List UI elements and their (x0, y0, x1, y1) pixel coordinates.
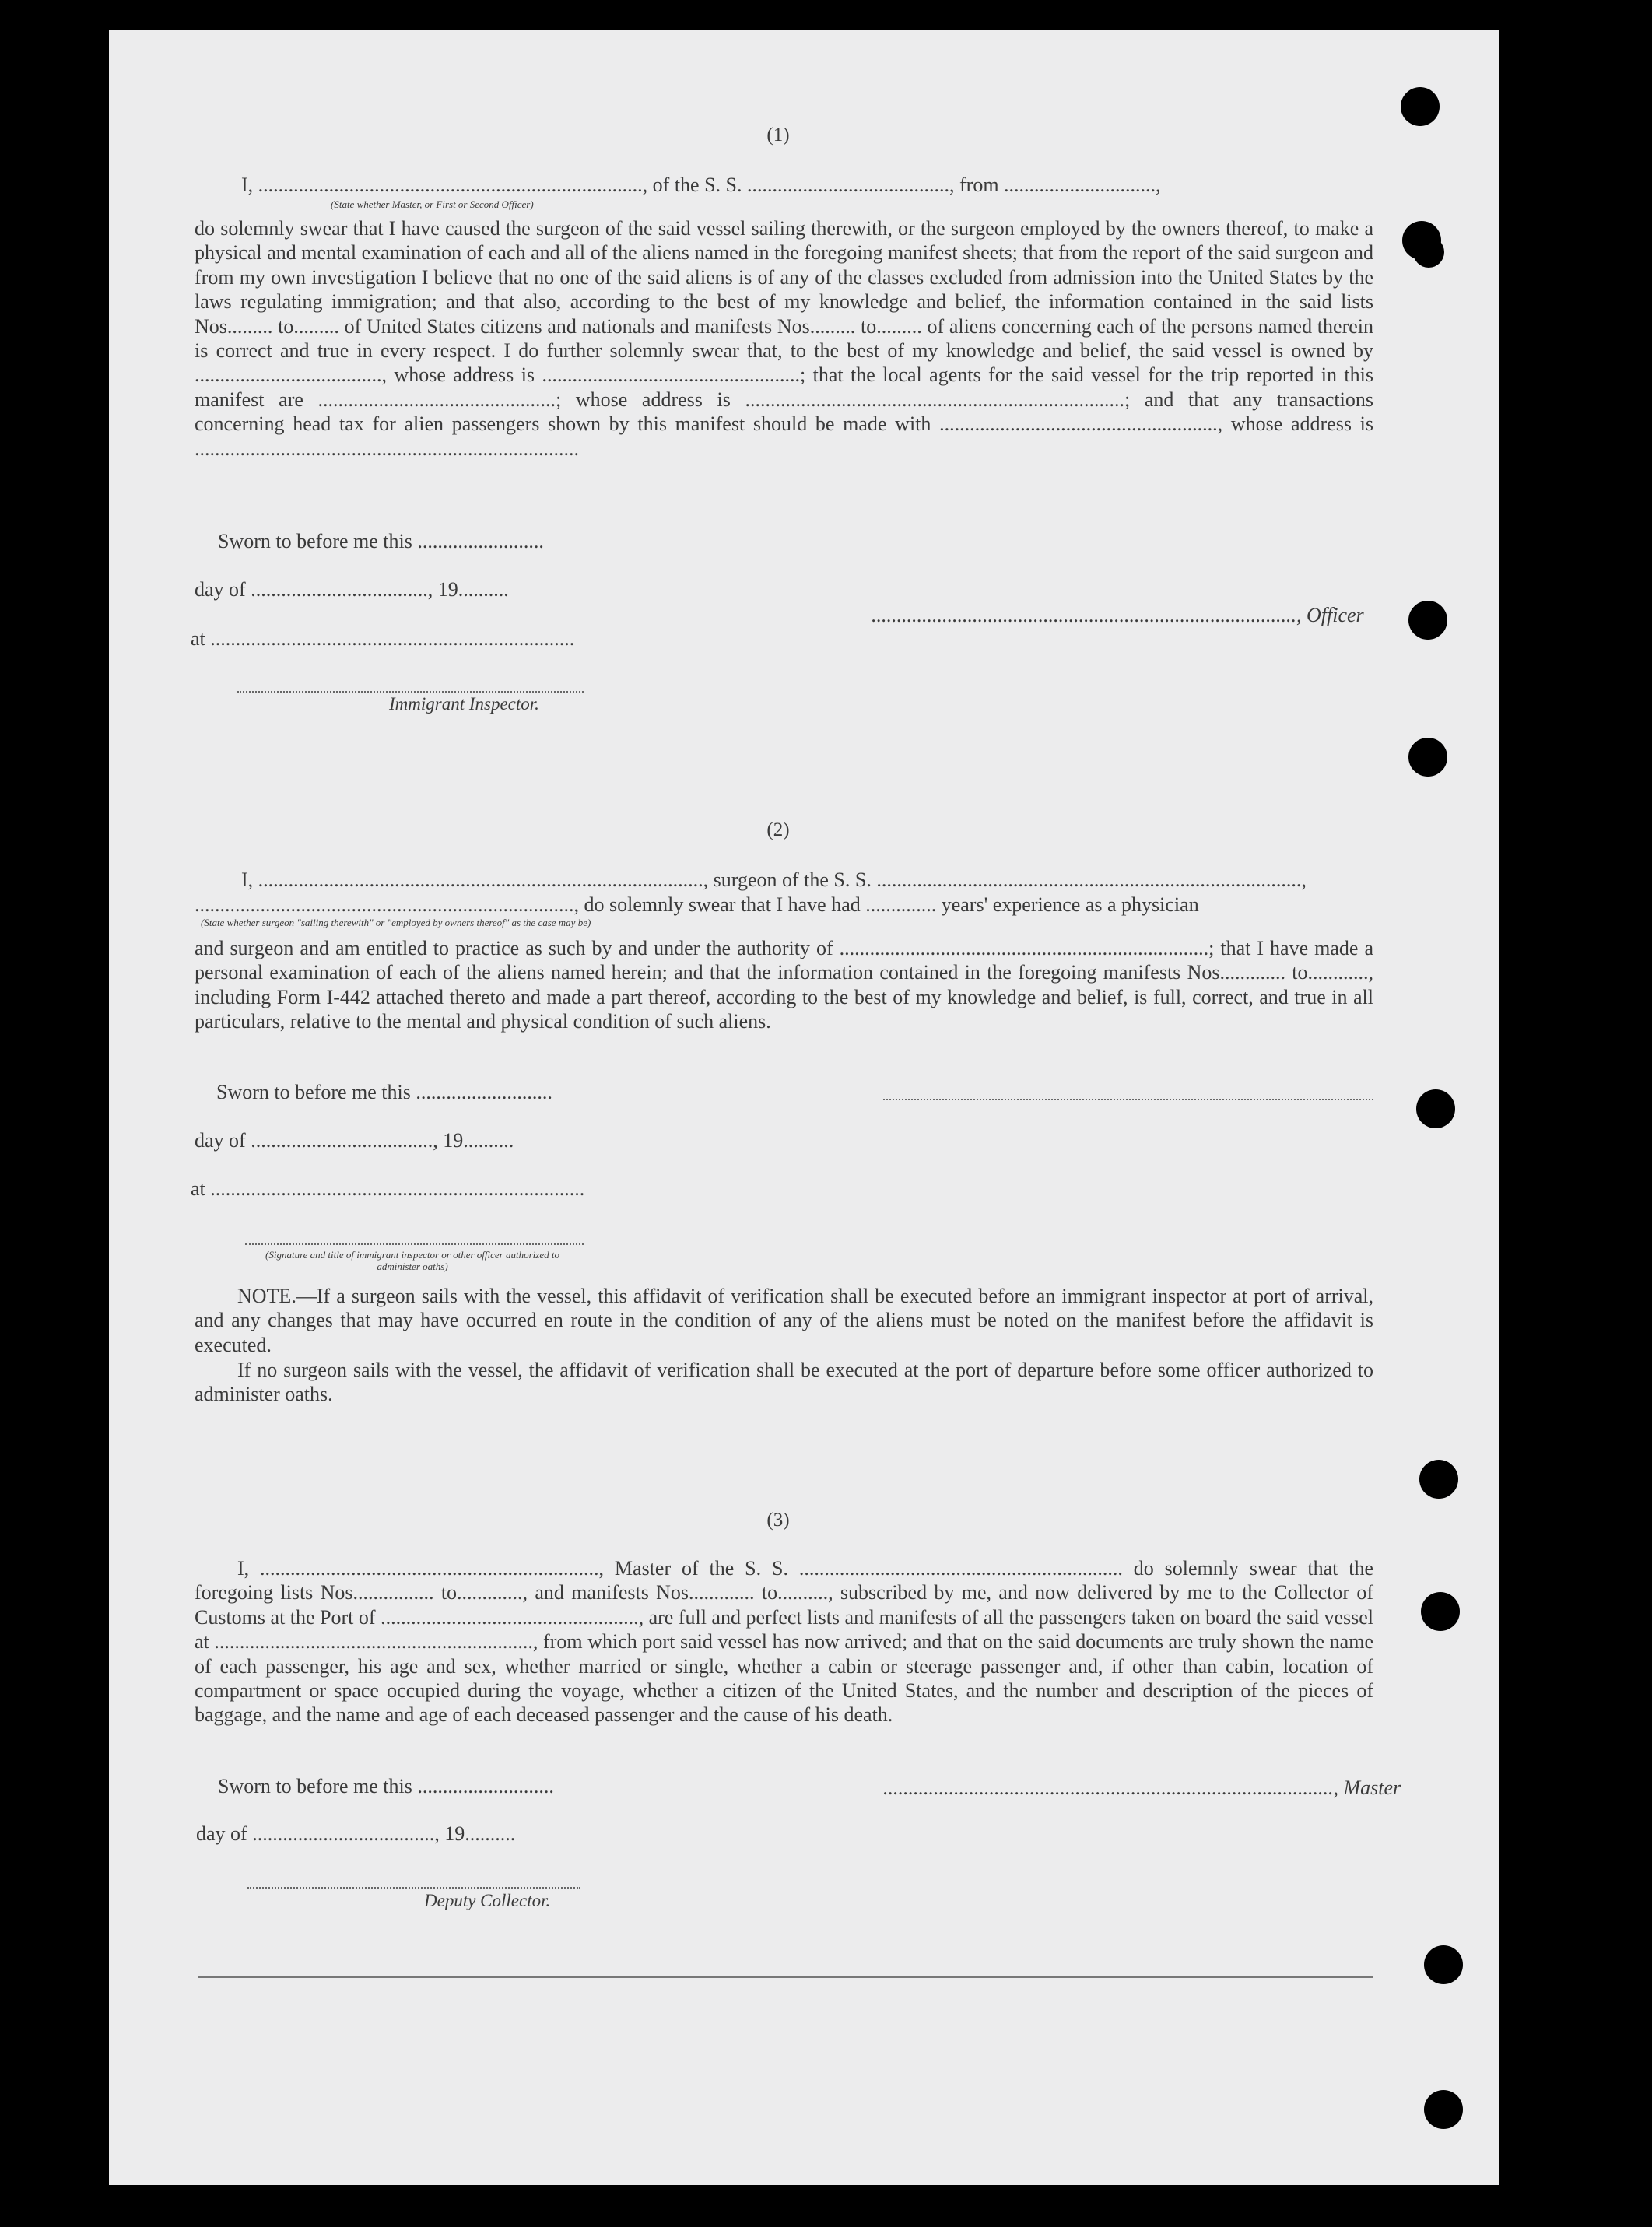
note-paragraph-2: If no surgeon sails with the vessel, the affidavit of verification shall be executed at the port of departure before some officer authorized to administer oaths. (195, 1359, 1373, 1406)
master-signature-line: ........................................................................................., Master (883, 1776, 1401, 1799)
signature-note: (Signature and title of immigrant inspector or other officer authorized to administer oaths) (265, 1249, 559, 1272)
officer-oath-line: I, ............................................................................, of the S. S. ........................................, from .............................., (241, 174, 1161, 196)
note-paragraph: NOTE.—If a surgeon sails with the vessel, this affidavit of verification shall be executed before an immigrant inspector at port of arrival, and any changes that may have occurred en route in the condition of any of the aliens must be noted on the manifest before the affidavit is executed. (195, 1285, 1373, 1356)
sworn-line: Sworn to before me this ........................... (216, 1081, 552, 1103)
binder-hole (1408, 738, 1447, 777)
binder-hole (1421, 1592, 1460, 1631)
section-number: (3) (766, 1510, 790, 1531)
surgeon-type-note: (State whether surgeon "sailing therewith" or "employed by owners thereof" as the case may be) (201, 917, 591, 928)
officer-rank-note: (State whether Master, or First or Second Officer) (331, 198, 534, 210)
officer-signature-line: ...................................................................................., Officer (872, 604, 1364, 626)
sworn-line: Sworn to before me this ........................... (218, 1775, 554, 1797)
binder-hole (1424, 1945, 1463, 1984)
section-number: (2) (766, 819, 790, 840)
surgeon-experience-line: ..........................................................................., do solemnly swear that I have had .............. years' experience as a physician (195, 893, 1199, 916)
day-line: day of ...................................., 19.......... (195, 1129, 514, 1152)
binder-hole (1408, 601, 1447, 640)
binder-hole (1401, 87, 1440, 126)
collector-title: Deputy Collector. (424, 1891, 551, 1910)
signature-rule (237, 691, 584, 693)
binder-hole (1413, 237, 1444, 268)
section-number: (1) (766, 125, 790, 146)
inspector-title: Immigrant Inspector. (389, 694, 539, 714)
day-line: day of ...................................., 19.......... (196, 1822, 516, 1845)
surgeon-signature-rule (883, 1099, 1373, 1100)
binder-hole (1416, 1089, 1455, 1128)
binder-hole (1419, 1460, 1458, 1499)
day-line: day of ..................................., 19.......... (195, 578, 509, 601)
bottom-rule (198, 1976, 1373, 1978)
signature-rule (245, 1243, 584, 1245)
binder-hole (1424, 2090, 1463, 2129)
signature-rule (247, 1887, 580, 1889)
officer-oath-body: do solemnly swear that I have caused the surgeon of the said vessel sailing therewith, or the surgeon employed by the owners thereof, to make a physical and mental examination of each and all of the aliens named in the foregoing manifest sheets; that from the report of the said surgeon and from my own investigation I believe that no one of the said aliens is of any of the classes excluded from admission into the United States by the laws regulating immigration; and that also, according to the best of my knowledge and belief, the information contained in the said lists Nos......... to......... of United States citizens and nationals and manifests Nos......... to......... of aliens concerning each of the persons named therein is correct and true in every respect. I do further solemnly swear that, to the best of my knowledge and belief, the said vessel is owned by ....................................., whose address is ...................................................; that the local agents for the said vessel for the trip reported in this manifest are ...............................................; whose address is ...........................................................................; and that any transactions concerning head tax for alien passengers shown by this manifest should be made with ......................................................., whose address is ............................................................................ (195, 217, 1373, 460)
surgeon-oath-line: I, ........................................................................................, surgeon of the S. S. ...................................................................................., (241, 868, 1307, 891)
sworn-line: Sworn to before me this ......................... (218, 530, 544, 552)
master-oath-body: I, ..................................................................., Master of the S. S. ................................................................ do solemnly swear that the foregoing lists Nos................ to............., and manifests Nos............. to.........., subscribed by me, and now delivered by me to the Collector of Customs at the Port of ..................................................., are full and perfect lists and manifests of all the passengers taken on board the said vessel at ..............................................................., from which port said vessel has now arrived; and that on the said documents are truly shown the name of each passenger, his age and sex, whether married or single, whether a cabin or steerage passenger and, if other than cabin, location of compartment or space occupied during the voyage, whether a citizen of the United States, and the number and description of the pieces of baggage, and the name and age of each deceased passenger and the cause of his death. (195, 1557, 1373, 1727)
at-line: at ........................................................................ (191, 627, 575, 650)
at-line: at .......................................................................... (191, 1177, 585, 1200)
surgeon-oath-body: and surgeon and am entitled to practice as such by and under the authority of .........................................................................; that I have made a personal examination of each of the aliens named herein; and that the information contained in the foregoing manifests Nos............. to............, including Form I-442 attached thereto and made a part thereof, according to the best of my knowledge and belief, is full, correct, and true in all particulars, relative to the mental and physical condition of such aliens. (195, 937, 1373, 1033)
